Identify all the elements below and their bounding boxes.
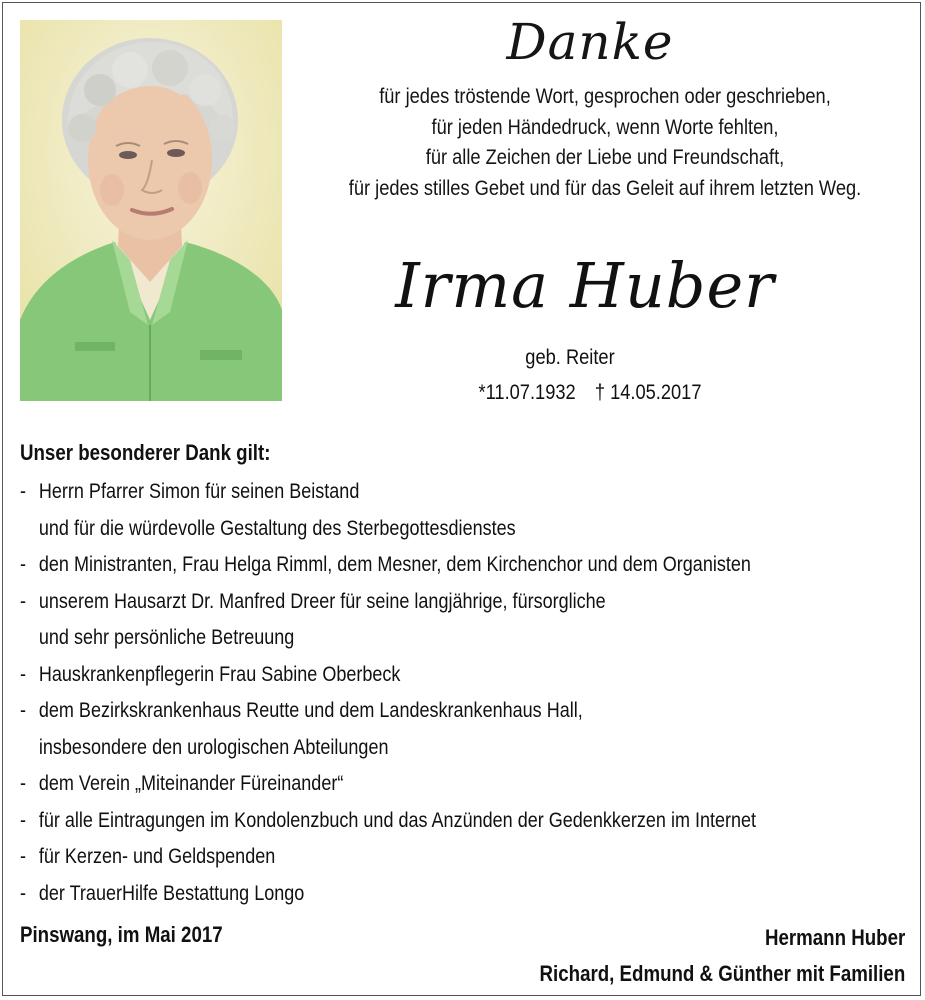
list-bullet: - (20, 589, 27, 613)
list-bullet: - (20, 480, 27, 503)
list-item-text: der TrauerHilfe Bestattung Longo (38, 881, 305, 905)
list-item-text: den Ministranten, Frau Helga Rimml, dem Mesner, dem Kirchenchor und dem Organisten (38, 553, 751, 576)
thanks-line: für jeden Händedruck, wenn Worte fehlten, (431, 115, 779, 139)
list-item-continuation: und für die würdevolle Gestaltung des Sterbegottesdienstes (38, 516, 516, 540)
list-bullet: - (20, 662, 27, 686)
list-item-text: dem Verein „Miteinander Füreinander“ (38, 772, 344, 795)
list-item-text: für alle Eintragungen im Kondolenzbuch und das Anzünden der Gedenkkerzen im Internet (38, 808, 757, 832)
death-date: † 14.05.2017 (594, 381, 702, 404)
signatory: Richard, Edmund & Günther mit Familien (539, 961, 905, 986)
deceased-name: Irma Huber (395, 249, 775, 322)
thanks-text (327, 82, 884, 204)
list-item (20, 474, 878, 511)
list-item-continuation: insbesondere den urologischen Abteilungen (38, 735, 389, 759)
list-bullet: - (20, 808, 27, 832)
acknowledgements-list (20, 474, 878, 912)
list-item (20, 803, 878, 840)
list-item (20, 584, 878, 621)
thanks-title: Danke (506, 13, 674, 71)
signatories (539, 920, 905, 992)
list-item (20, 876, 878, 913)
list-bullet: - (20, 772, 27, 795)
list-item-text: Hauskrankenpflegerin Frau Sabine Oberbeck (38, 662, 401, 686)
life-dates (433, 379, 746, 407)
thanks-line: für jedes tröstende Wort, gesprochen oder geschrieben, (379, 85, 831, 108)
birth-date: *11.07.1932 (478, 381, 576, 404)
list-item-continuation: und sehr persönliche Betreuung (38, 626, 295, 649)
portrait-illustration (20, 20, 282, 401)
list-item (20, 547, 878, 584)
portrait-photo (20, 20, 282, 401)
acknowledgements-heading: Unser besonderer Dank gilt: (20, 440, 271, 465)
list-item (20, 766, 878, 803)
thanks-line: für alle Zeichen der Liebe und Freundschaft, (425, 146, 785, 169)
list-item (20, 693, 878, 730)
list-item-text: für Kerzen- und Geldspenden (38, 845, 276, 868)
list-item (20, 657, 878, 694)
signatory: Hermann Huber (764, 925, 905, 950)
list-bullet: - (20, 699, 27, 722)
list-item-text: dem Bezirkskrankenhaus Reutte und dem Landeskrankenhaus Hall, (38, 699, 583, 722)
list-bullet: - (20, 845, 27, 868)
birth-name: geb. Reiter (525, 346, 615, 369)
list-bullet: - (20, 881, 27, 905)
list-bullet: - (20, 553, 27, 576)
list-item (20, 839, 878, 876)
thanks-line: für jedes stilles Gebet und für das Geleit auf ihrem letzten Weg. (348, 176, 862, 200)
place-and-date: Pinswang, im Mai 2017 (20, 922, 223, 947)
list-item-text: Herrn Pfarrer Simon für seinen Beistand (38, 480, 360, 503)
list-item-text: unserem Hausarzt Dr. Manfred Dreer für seine langjährige, fürsorgliche (38, 589, 606, 613)
